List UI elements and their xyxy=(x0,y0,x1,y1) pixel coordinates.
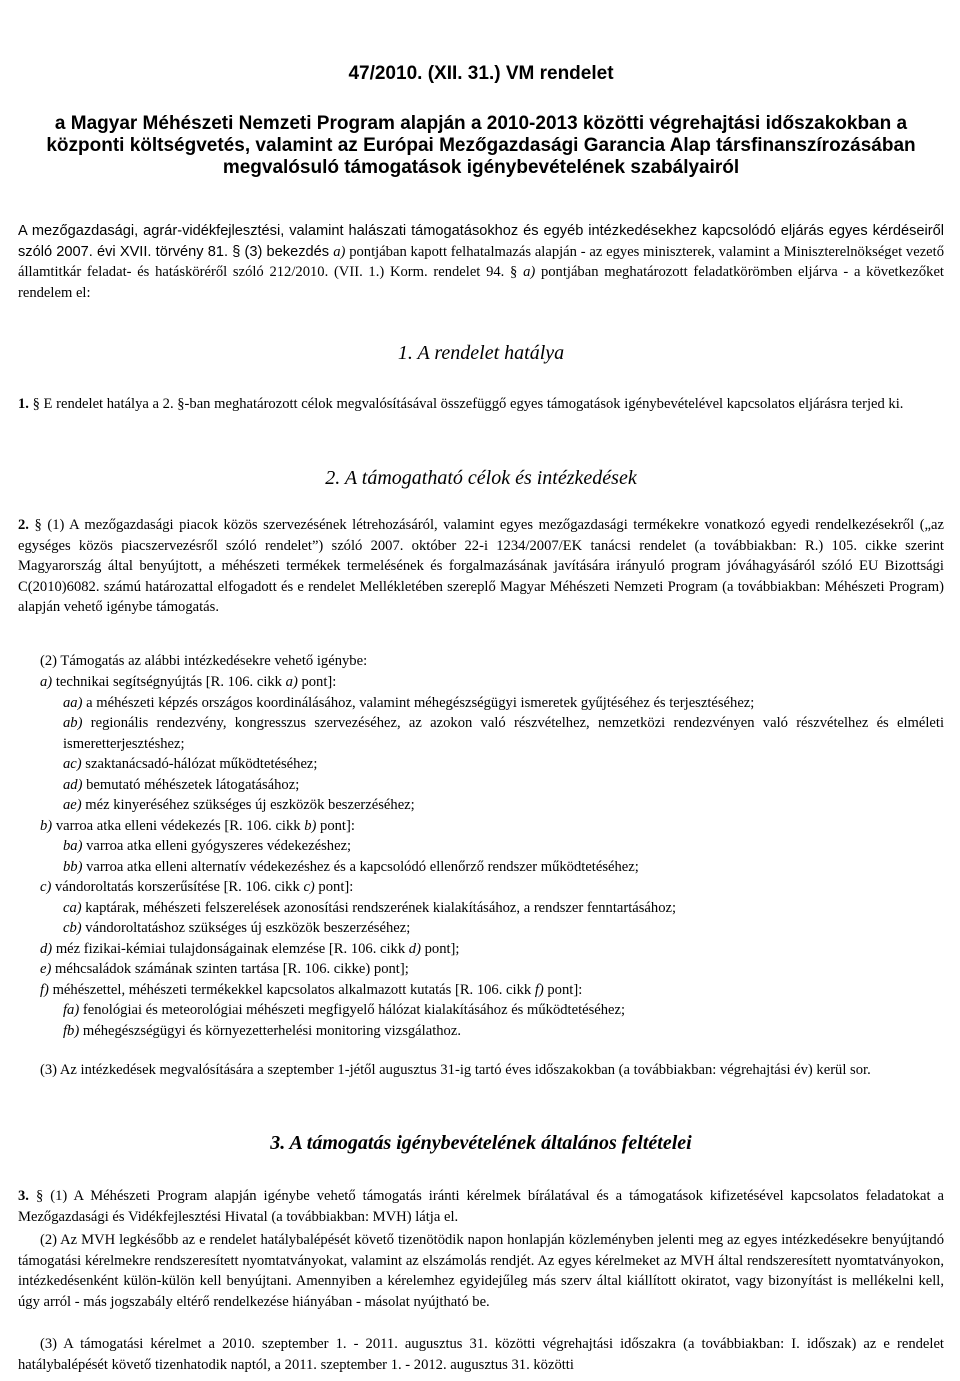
preamble-point-a: a) xyxy=(333,243,346,260)
preamble xyxy=(18,221,944,303)
list-item xyxy=(18,754,944,775)
rule-subject xyxy=(18,113,944,179)
list-item-label: c) xyxy=(40,879,52,895)
section-3-heading: 3. A támogatás igénybevételének általános feltételei xyxy=(270,1132,692,1154)
rule-subject-text: a Magyar Méhészeti Nemzeti Program alapján a 2010-2013 közötti végrehajtási időszakokban a központi költségvetés, valamint az Európai Mezőgazdasági Garancia Alap társfinanszírozásában megvalósuló támogatások igénybevételének szabályairól xyxy=(46,113,916,178)
list-item-point-ref: f) xyxy=(534,981,544,998)
list-item xyxy=(18,713,944,754)
preamble-text-1: A mezőgazdasági, agrár-vidékfejlesztési, valamint halászati támogatásokhoz és egyéb intézkedésekhez kapcsolódó eljárás egyes kérdéseiről szóló 2007. évi XVII. törvény 81. § (3) bekezdés xyxy=(18,223,944,260)
list-item-text: fenológiai és meteorológiai méhészeti megfigyelő hálózat kialakításához és működtetéséhez; xyxy=(79,1002,626,1018)
section-1-paragraph xyxy=(18,394,944,415)
list-item-point-ref: a) xyxy=(285,674,298,690)
section-2-heading: 2. A támogatható célok és intézkedések xyxy=(325,467,637,489)
paragraph-number-3: 3. xyxy=(18,1188,29,1204)
list-item-text: vándoroltatáshoz szükséges új eszközök beszerzéséhez; xyxy=(81,920,411,936)
section-3-paragraph-1 xyxy=(18,1186,944,1227)
preamble-point-a-2: a) xyxy=(523,264,536,280)
list-item-text: a méhészeti képzés országos koordinálásához, valamint méhegészségügyi ismeretek gyűjtéséhez és terjesztéséhez; xyxy=(82,694,755,711)
list-item-text: méhészettel, méhészeti termékekkel kapcsolatos alkalmazott kutatás [R. 106. cikk xyxy=(48,981,535,998)
paragraph-2-1-text: § (1) A mezőgazdasági piacok közös szervezésének létrehozásáról, valamint egyes mezőgazdasági termékekre vonatkozó egyedi rendelkezésekről („az egységes közös piacszervezésről szóló rendelet”) szóló 2007. október 22-i 1234/2007/EK tanácsi rendelet (a továbbiakban: R.) 105. cikke szerint Magyarország által benyújtott, a méhészeti termékek termelésének és forgalmazásának javítására irányuló program jóváhagyásáról szóló EU Bizottsági C(2010)6082. számú határozattal elfogadott és e rendelet Mellékletében szereplő Magyar Méhészeti Nemzeti Program (a továbbiakban: Méhészeti Program) alapján vehető igénybe támogatás. xyxy=(18,517,944,615)
list-item-text-end: pont]: xyxy=(543,981,583,998)
list-item-text-end: pont]; xyxy=(420,940,460,957)
list-item xyxy=(18,959,944,980)
section-1-heading: 1. A rendelet hatálya xyxy=(397,342,565,364)
section-3-paragraph-3: (3) A támogatási kérelmet a 2010. szeptember 1. - 2011. augusztus 31. közötti végrehajtási időszakra (a továbbiakban: I. időszak) az e rendelet hatálybalépését követő tizenhatodik naptól, a 2011. szeptember 1. - 2012. augusztus 31. közötti xyxy=(18,1336,944,1373)
paragraph-number-2: 2. xyxy=(18,517,29,533)
paragraph-number-1: 1. xyxy=(18,396,29,412)
list-item-label: ac) xyxy=(63,756,82,772)
list-item xyxy=(18,857,944,878)
list-item-text: varroa atka elleni gyógyszeres védekezéshez; xyxy=(82,838,352,854)
list-item-text: technikai segítségnyújtás [R. 106. cikk xyxy=(52,674,286,690)
list-item xyxy=(18,918,944,939)
list-item-point-ref: c) xyxy=(303,879,315,895)
list-item xyxy=(18,672,944,693)
list-item xyxy=(18,795,944,816)
list-item xyxy=(18,816,944,837)
list-item xyxy=(18,939,944,960)
list-item-text: méz fizikai-kémiai tulajdonságainak elemzése [R. 106. cikk xyxy=(52,940,409,957)
list-item-text: kaptárak, méhészeti felszerelések azonosítási rendszerének kialakításához, a rendszer fenntartásához; xyxy=(81,899,677,916)
list-item-label: b) xyxy=(40,817,53,834)
section-2-paragraph-2: (2) Támogatás az alábbi intézkedésekre vehető igénybe: xyxy=(40,653,368,669)
list-item-label: fa) xyxy=(63,1002,80,1018)
list-item-label: ae) xyxy=(63,797,82,813)
list-item xyxy=(18,1021,944,1042)
list-item-label: f) xyxy=(40,981,49,998)
list-item-point-ref: d) xyxy=(408,940,421,957)
list-item-text-end: pont]: xyxy=(316,817,355,834)
list-item xyxy=(18,775,944,796)
list-item-label: e) xyxy=(40,961,52,977)
list-item-text: méz kinyeréséhez szükséges új eszközök beszerzéséhez; xyxy=(81,797,415,813)
list-item-point-ref: b) xyxy=(304,817,317,834)
rule-title: 47/2010. (XII. 31.) VM rendelet xyxy=(348,63,614,84)
list-item-label: a) xyxy=(40,674,53,690)
list-item-label: ca) xyxy=(63,899,82,916)
preamble-text-3: pontjában meghatározott feladatkörömben eljárva - a következőket rendelem el: xyxy=(18,264,944,301)
list-item-text-end: pont]: xyxy=(297,674,337,690)
list-item-label: ab) xyxy=(63,715,83,731)
list-item xyxy=(18,836,944,857)
list-item-text: méhegészségügyi és környezetterhelési monitoring vizsgálathoz. xyxy=(79,1022,461,1039)
section-3-paragraph-2: (2) Az MVH legkésőbb az e rendelet hatálybalépését követő tizenötödik napon honlapján közleményben jelenti meg az egyes intézkedésekre benyújtandó támogatási kérelmekre rendszeresített nyomtatványokat, valamint az elszámolás rendjét. Az egyes kérelmeket az MVH által rendszeresített nyomtatványokon, intézkedésenként külön-külön kell benyújtani. Amennyiben a kérelemhez egyidejűleg más szerv által kiállított okiratot, vagy bizonyítást is mellékelni kell, úgy arról - más jogszabály eltérő rendelkezése hiányában - másolat nyújtható be. xyxy=(18,1232,944,1310)
list-item-text: szaktanácsadó-hálózat működtetéséhez; xyxy=(81,756,318,772)
measures-list xyxy=(18,672,944,1041)
paragraph-1-text: § E rendelet hatálya a 2. §-ban meghatározott célok megvalósításával összefüggő egyes támogatások igénybevételével kapcsolatos eljárásra terjed ki. xyxy=(28,396,904,412)
list-item xyxy=(18,980,944,1001)
list-item-text: varroa atka elleni alternatív védekezéshez és a kapcsolódó ellenőrző rendszer működtetéséhez; xyxy=(82,858,639,875)
section-2-paragraph-3: (3) Az intézkedések megvalósítására a szeptember 1-jétől augusztus 31-ig tartó éves időszakokban (a továbbiakban: végrehajtási év) kerül sor. xyxy=(40,1062,871,1078)
list-item xyxy=(18,1000,944,1021)
list-item-text: bemutató méhészetek látogatásához; xyxy=(82,776,300,793)
list-item-text: méhcsaládok számának szinten tartása [R. 106. cikke) pont]; xyxy=(51,961,409,977)
list-item-text-end: pont]: xyxy=(314,879,354,895)
list-item xyxy=(18,877,944,898)
list-item-label: ad) xyxy=(63,776,83,793)
list-item-label: bb) xyxy=(63,858,83,875)
list-item-label: ba) xyxy=(63,838,83,854)
preamble-text-2: pontjában kapott felhatalmazás alapján - az egyes miniszterek, valamint a Miniszterelnökséget vezető államtitkár feladat- és hatásköréről szóló 212/2010. (VII. 1.) Korm. rendelet 94. § xyxy=(18,243,945,280)
list-item-label: fb) xyxy=(63,1022,80,1039)
list-item-label: aa) xyxy=(63,694,83,711)
section-2-paragraph-1 xyxy=(18,515,944,618)
list-item-text: vándoroltatás korszerűsítése [R. 106. cikk xyxy=(51,879,304,895)
list-item-text: regionális rendezvény, kongresszus szervezéséhez, az azokon való részvételhez, nemzetközi rendezvényen való részvételhez és elméleti ismeretterjesztéshez; xyxy=(63,715,944,752)
list-item xyxy=(18,898,944,919)
list-item-text: varroa atka elleni védekezés [R. 106. cikk xyxy=(52,817,305,834)
list-item xyxy=(18,693,944,714)
list-item-label: d) xyxy=(40,940,53,957)
list-item-label: cb) xyxy=(63,920,82,936)
paragraph-3-1-text: § (1) A Méhészeti Program alapján igénybe vehető támogatás iránti kérelmek bírálatával és a támogatások kifizetésével kapcsolatos feladatokat a Mezőgazdasági és Vidékfejlesztési Hivatal (a továbbiakban: MVH) látja el. xyxy=(18,1188,944,1225)
